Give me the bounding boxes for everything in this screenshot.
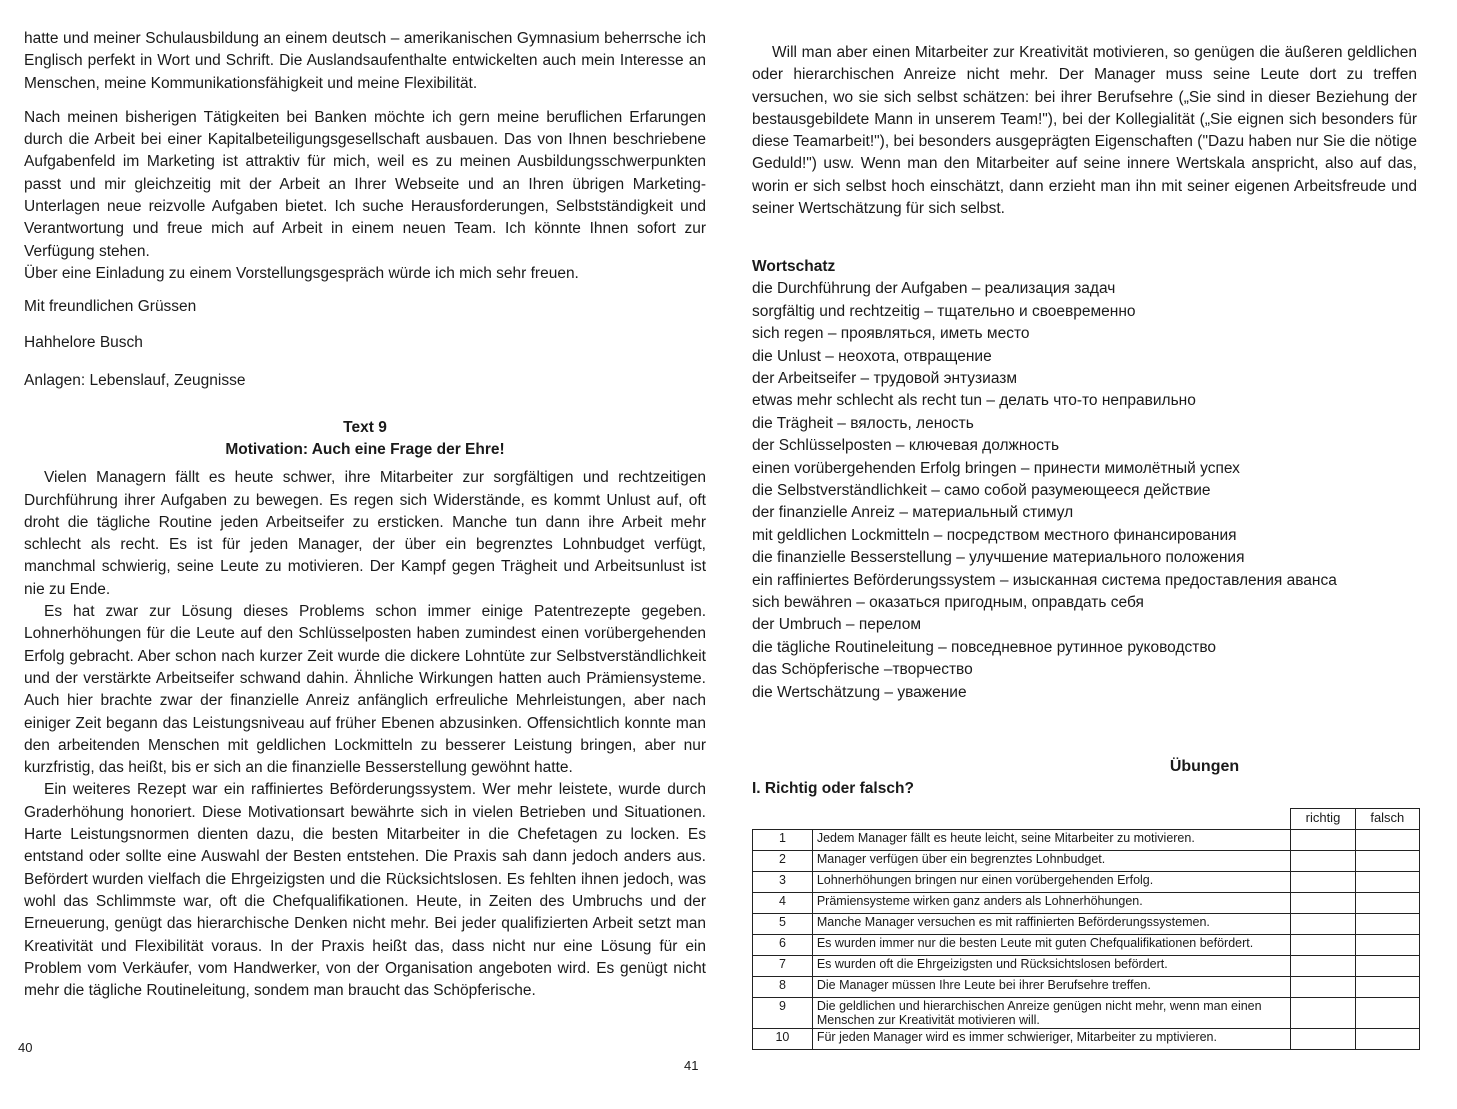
vocab-item: die Wertschätzung – уважение xyxy=(752,683,967,701)
falsch-answer-cell[interactable] xyxy=(1355,851,1419,872)
table-row xyxy=(753,1029,1420,1050)
vocab-item: mit geldlichen Lockmitteln – посредством местного финансирования xyxy=(752,526,1237,544)
statement-text: Für jeden Manager wird es immer schwieriger, Mitarbeiter zu mptivieren. xyxy=(812,1029,1290,1050)
vocab-item: sich regen – проявляться, иметь место xyxy=(752,325,1030,343)
statement-text: Manager verfügen über ein begrenztes Lohnbudget. xyxy=(812,851,1290,872)
richtig-answer-cell[interactable] xyxy=(1291,956,1355,977)
left-page xyxy=(0,0,728,1109)
richtig-answer-cell[interactable] xyxy=(1291,851,1355,872)
table-body xyxy=(753,830,1420,1050)
table-row xyxy=(753,893,1420,914)
vocab-list xyxy=(752,278,1417,704)
vocab-item: die Unlust – неохота, отвращение xyxy=(752,347,992,365)
statement-number: 7 xyxy=(753,956,813,977)
right-page xyxy=(728,0,1457,1109)
vocab-item: die Durchführung der Aufgaben – реализация задач xyxy=(752,280,1116,298)
statement-number: 2 xyxy=(753,851,813,872)
statement-number: 3 xyxy=(753,872,813,893)
vocab-item: ein raffiniertes Beförderungssystem – изысканная система предоставления аванса xyxy=(752,571,1337,589)
vocab-item: sich bewähren – оказаться пригодным, оправдать себя xyxy=(752,594,1144,612)
exercise-1-heading: I. Richtig oder falsch? xyxy=(752,780,914,798)
statement-number: 4 xyxy=(753,893,813,914)
exercises-heading: Übungen xyxy=(1169,758,1240,776)
letter-signature: Hahhelore Busch xyxy=(24,334,143,352)
vocab-item: der Schlüsselposten – ключевая должность xyxy=(752,437,1060,455)
statement-number: 8 xyxy=(753,977,813,998)
richtig-answer-cell[interactable] xyxy=(1291,872,1355,893)
falsch-answer-cell[interactable] xyxy=(1355,935,1419,956)
statement-text: Manche Manager versuchen es mit raffinierten Beförderungssystemen. xyxy=(812,914,1290,935)
table-row xyxy=(753,998,1420,1029)
richtig-answer-cell[interactable] xyxy=(1291,977,1355,998)
vocab-item: einen vorübergehenden Erfolg bringen – принести мимолётный успех xyxy=(752,459,1240,477)
richtig-answer-cell[interactable] xyxy=(1291,998,1355,1029)
vocab-item: die Selbstverständlichkeit – само собой разумеющееся действие xyxy=(752,482,1211,500)
letter-paragraph-3: Über eine Einladung zu einem Vorstellungsgespräch würde ich mich sehr freuen. xyxy=(24,264,579,282)
statement-number: 5 xyxy=(753,914,813,935)
letter-paragraph-1: hatte und meiner Schulausbildung an einem deutsch – amerikanischen Gymnasium beherrsche ich Englisch perfekt in Wort und Schrift. Die Auslandsaufenthalte entwickelten auch mein Interesse an Menschen, meine Kommunikationsfähigkeit und meine Flexibilität. xyxy=(24,30,706,92)
falsch-answer-cell[interactable] xyxy=(1355,956,1419,977)
richtig-answer-cell[interactable] xyxy=(1291,893,1355,914)
table-row xyxy=(753,977,1420,998)
letter-closing: Mit freundlichen Grüssen xyxy=(24,298,197,316)
article-paragraph-1: Vielen Managern fällt es heute schwer, ihre Mitarbeiter zur sorgfältigen und rechtzeitigen Durchführung ihrer Aufgaben zu bewegen. Es regen sich Widerstände, es kommt Unlust auf, oft droht die tägliche Routine jeden Arbeitseifer zu ersticken. Manche tun dann ihre Arbeit mehr schlecht als recht. Es ist für jeden Manager, der über ein begrenztes Lohnbudget verfügt, manchmal schwierig, seine Leute zu motivieren. Der Kampf gegen Trägheit und Arbeitsunlust ist nie zu Ende. xyxy=(24,469,706,598)
falsch-answer-cell[interactable] xyxy=(1355,977,1419,998)
table-row xyxy=(753,872,1420,893)
statement-text: Es wurden immer nur die besten Leute mit guten Chefqualifikationen befördert. xyxy=(812,935,1290,956)
falsch-answer-cell[interactable] xyxy=(1355,1029,1419,1050)
statement-text: Es wurden oft die Ehrgeizigsten und Rücksichtslosen befördert. xyxy=(812,956,1290,977)
statement-text: Jedem Manager fällt es heute leicht, seine Mitarbeiter zu motivieren. xyxy=(812,830,1290,851)
falsch-answer-cell[interactable] xyxy=(1355,830,1419,851)
article-paragraph-continued: Will man aber einen Mitarbeiter zur Kreativität motivieren, so genügen die äußeren geldlichen oder hierarchischen Anreize nicht mehr. Der Manager muss seine Leute dort zu treffen versuchen, wo sie sich selbst schätzen: bei ihrer Berufsehre („Sie sind in dieser Beziehung der bestausgebildete Mann in unserem Team!"), bei der Kollegialität („Sie eignen sich besonders für diese Teamarbeit!"), bei besonders ausgeprägten Eigenschaften ("Dazu haben nur Sie die nötige Geduld!") usw. Wenn man den Mitarbeiter auf seine innere Wertskala anspricht, also auf das, worin er sich selbst hoch einschätzt, dann erzieht man ihn mit seiner eigenen Arbeitsfreude und seiner Wertschätzung für sich selbst. xyxy=(752,44,1417,218)
statement-number: 10 xyxy=(753,1029,813,1050)
table-row xyxy=(753,830,1420,851)
vocab-item: das Schöpferische –творчество xyxy=(752,661,973,679)
page-number-right: 41 xyxy=(684,1058,699,1073)
table-row xyxy=(753,914,1420,935)
richtig-answer-cell[interactable] xyxy=(1291,830,1355,851)
statement-text: Die Manager müssen Ihre Leute bei ihrer Berufsehre treffen. xyxy=(812,977,1290,998)
article-paragraph-3: Ein weiteres Rezept war ein raffiniertes Beförderungssystem. Wer mehr leistete, wurde durch Graderhöhung honoriert. Diese Motivationsart bewährte sich in vielen Betrieben und Situationen. Harte Leistungsnormen dienten dazu, die besten Mitarbeiter in die Chefetagen zu locken. Es entstand oder sollte eine Auswahl der Besten entstehen. Die Praxis sah dann jedoch anders aus. Befördert wurden vielfach die Ehrgeizigsten und die Rücksichtslosen. Es fehlten ihnen jedoch, was wohl das Schlimmste war, oft die Chefqualifikationen. Heute, in Zeiten des Umbruchs und der Erneuerung, genügt das hierarchische Denken nicht mehr. Bei jeder qualifizierten Arbeit setzt man Kreativität und Flexibilität voraus. In der Praxis heißt das, dass nicht nur eine Lösung für ein Problem vom Verkäufer, vom Handwerker, von der Organisation angeboten wird. Es genügt nicht mehr die tägliche Routineleitung, sondem man braucht das Schöpferische. xyxy=(24,781,706,1000)
falsch-answer-cell[interactable] xyxy=(1355,998,1419,1029)
vocab-heading: Wortschatz xyxy=(752,258,836,276)
table-row xyxy=(753,851,1420,872)
richtig-answer-cell[interactable] xyxy=(1291,935,1355,956)
statement-text: Die geldlichen und hierarchischen Anreize genügen nicht mehr, wenn man einen Menschen zur Kreativität motivieren will. xyxy=(812,998,1290,1029)
vocab-item: die finanzielle Besserstellung – улучшение материального положения xyxy=(752,549,1245,567)
vocab-item: der Arbeitseifer – трудовой энтузиазм xyxy=(752,370,1018,387)
table-row xyxy=(753,956,1420,977)
statement-number: 9 xyxy=(753,998,813,1029)
falsch-answer-cell[interactable] xyxy=(1355,893,1419,914)
table-row xyxy=(753,935,1420,956)
letter-paragraph-2: Nach meinen bisherigen Tätigkeiten bei Banken möchte ich gern meine beruflichen Erfarungen durch die Arbeit bei einer Kapitalbeteiligungsgesellschaft ausbauen. Das von Ihnen beschriebene Aufgabenfeld im Marketing ist attraktiv für mich, weil es zu meinen Ausbildungsschwerpunkten passt und mir gleichzeitig mit der Arbeit an Ihrer Webseite und an Ihren übrigen Marketing-Unterlagen neue reizvolle Aufgaben bietet. Ich suche Herausforderungen, Selbstständigkeit und Verantwortung und freue mich auf Arbeit in einem neuen Team. Ich könnte Ihnen sofort zur Verfügung stehen. xyxy=(24,108,706,260)
richtig-answer-cell[interactable] xyxy=(1291,1029,1355,1050)
falsch-answer-cell[interactable] xyxy=(1355,914,1419,935)
column-header-richtig: richtig xyxy=(1291,809,1355,830)
page-number-left: 40 xyxy=(18,1040,33,1055)
text-title: Motivation: Auch eine Frage der Ehre! xyxy=(225,441,505,459)
statement-number: 1 xyxy=(753,830,813,851)
true-false-table xyxy=(752,808,1420,1050)
vocab-item: der Umbruch – перелом xyxy=(752,616,922,634)
article-paragraph-2: Es hat zwar zur Lösung dieses Problems schon immer einige Patentrezepte gegeben. Lohnerhöhungen für die Leute auf den Schlüsselposten haben zumindest einen vorübergehenden Erfolg gebracht. Aber schon nach kurzer Zeit wurde die dickere Lohntüte zur Selbstverständlichkeit und der verstärkte Arbeitseifer schwand dahin. Ähnliche Wirkungen hatten auch Prämiensysteme. Auch hier brachte zwar der finanzielle Anreiz anfänglich erfreuliche Mehrleistungen, aber nach einiger Zeit begann das Leistungsniveau auf früher Ebenen abzusinken. Offensichtlich konnte man den arbeitenden Menschen mit geldlichen Lockmitteln zu besserer Leistung bringen, aber nur kurzfristig, das heißt, bis er sich an die finanzielle Besserstellung gewöhnt hatte. xyxy=(24,603,706,777)
statement-number: 6 xyxy=(753,935,813,956)
vocab-item: sorgfältig und rechtzeitig – тщательно и своевременно xyxy=(752,302,1136,320)
letter-attachments: Anlagen: Lebenslauf, Zeugnisse xyxy=(24,372,246,390)
richtig-answer-cell[interactable] xyxy=(1291,914,1355,935)
vocab-item: der finanzielle Anreiz – материальный стимул xyxy=(752,504,1074,522)
table-header-spacer xyxy=(753,809,1291,830)
falsch-answer-cell[interactable] xyxy=(1355,872,1419,893)
statement-text: Lohnerhöhungen bringen nur einen vorübergehenden Erfolg. xyxy=(812,872,1290,893)
statement-text: Prämiensysteme wirken ganz anders als Lohnerhöhungen. xyxy=(812,893,1290,914)
text-number: Text 9 xyxy=(343,419,387,437)
vocab-item: etwas mehr schlecht als recht tun – делать что-то неправильно xyxy=(752,392,1196,410)
vocab-item: die Trägheit – вялость, леность xyxy=(752,414,974,432)
vocab-item: die tägliche Routineleitung – повседневное рутинное руководство xyxy=(752,638,1217,656)
column-header-falsch: falsch xyxy=(1355,809,1419,830)
